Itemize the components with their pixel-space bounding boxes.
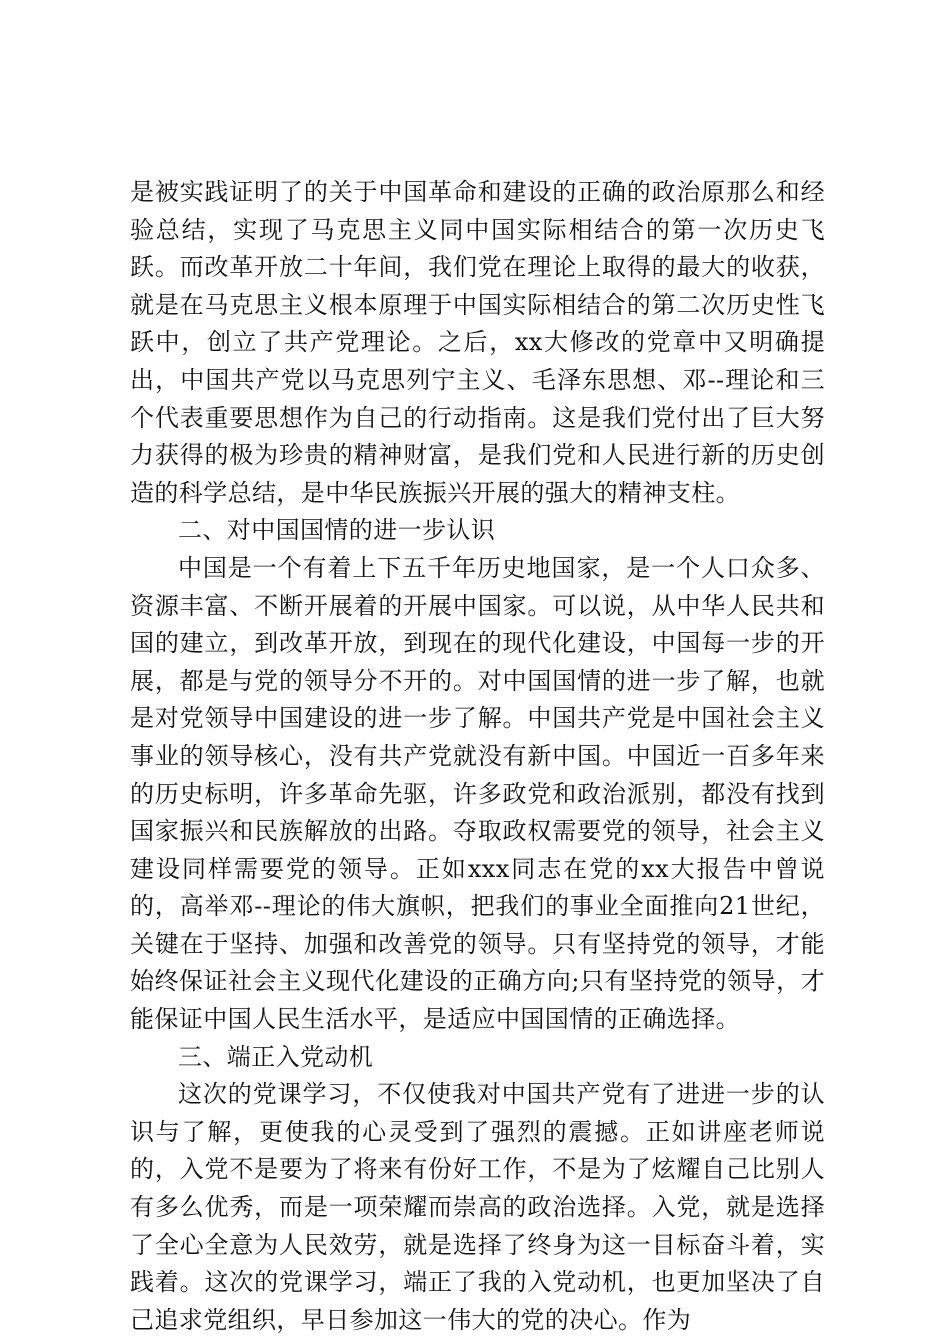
paragraph-national-conditions: 中国是一个有着上下五千年历史地国家，是一个人口众多、资源丰富、不断开展着的开展中国家。可以说，从中华人民共和国的建立，到改革开放，到现在的现代化建设，中国每一步的开展，都是与党的领导分不开的。对中国国情的进一步了解，也就是对党领导中国建设的进一步了解。中国共产党是中国社会主义事业的领导核心，没有共产党就没有新中国。中国近一百多年来的历史标明，许多革命先驱，许多政党和政治派别，都没有找到国家振兴和民族解放的出路。夺取政权需要党的领导，社会主义建设同样需要党的领导。正如xxx同志在党的xx大报告中曾说的，高举邓--理论的伟大旗帜，把我们的事业全面推向21世纪，关键在于坚持、加强和改善党的领导。只有坚持党的领导，才能始终保证社会主义现代化建设的正确方向;只有坚持党的领导，才能保证中国人民生活水平，是适应中国国情的正确选择。 [130, 553, 825, 1034]
paragraph-intro: 是被实践证明了的关于中国革命和建设的正确的政治原那么和经验总结，实现了马克思主义同中国实际相结合的第一次历史飞跃。而改革开放二十年间，我们党在理论上取得的最大的收获，就是在马克思主义根本原理于中国实际相结合的第二次历史性飞跃中，创立了共产党理论。之后，xx大修改的党章中又明确提出，中国共产党以马克思列宁主义、毛泽东思想、邓--理论和三个代表重要思想作为自己的行动指南。这是我们党付出了巨大努力获得的极为珍贵的精神财富，是我们党和人民进行新的历史创造的科学总结，是中华民族振兴开展的强大的精神支柱。 [130, 178, 825, 507]
section-heading-3: 三、端正入党动机 [178, 1042, 374, 1071]
paragraph-motivation: 这次的党课学习，不仅使我对中国共产党有了进进一步的认识与了解，更使我的心灵受到了强烈的震撼。正如讲座老师说的，入党不是要为了将来有份好工作，不是为了炫耀自己比别人有多么优秀，而是一项荣耀而崇高的政治选择。入党，就是选择了全心全意为人民效劳，就是选择了终身为这一目标奋斗着，实践着。这次的党课学习，端正了我的入党动机，也更加坚决了自己追求党组织，早日参加这一伟大的党的决心。作为 [130, 1080, 825, 1334]
document-body [130, 174, 825, 1339]
section-heading-2: 二、对中国国情的进一步认识 [178, 516, 496, 545]
